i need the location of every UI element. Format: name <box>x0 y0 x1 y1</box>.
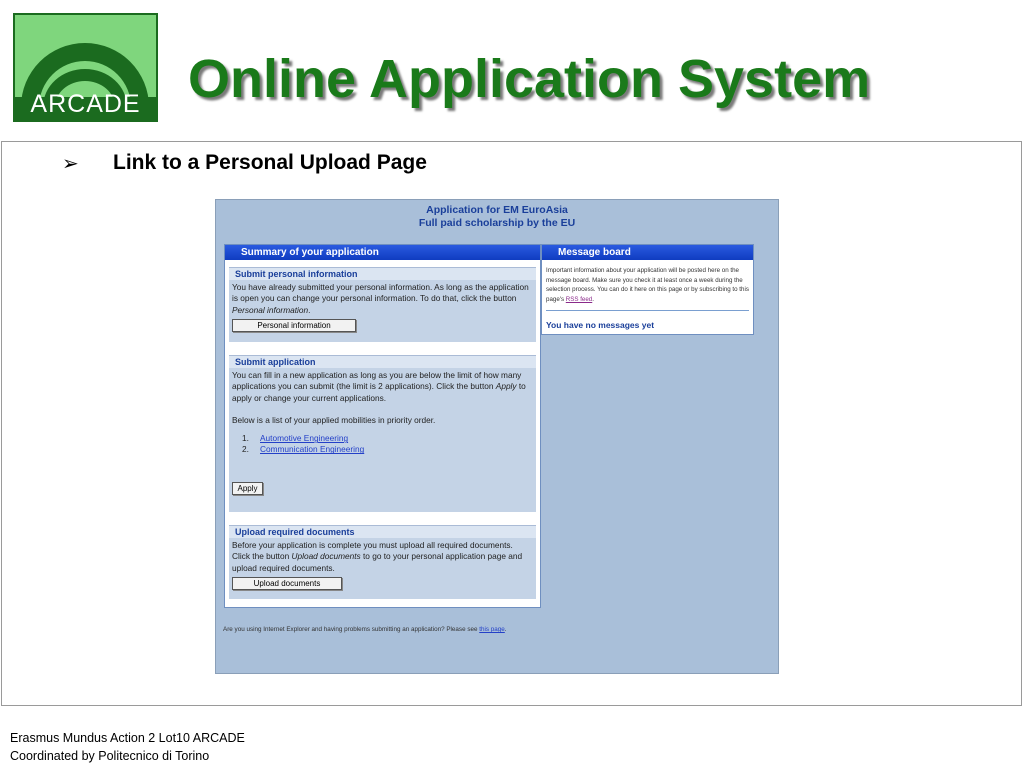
mobility-link-communication[interactable]: Communication Engineering <box>260 444 365 455</box>
slide-footer <box>10 729 245 765</box>
list-item: 1. Automotive Engineering <box>242 433 349 444</box>
ie-footnote: Are you using Internet Explorer and having problems submitting an application? Please see this page. <box>223 626 507 633</box>
apply-button[interactable]: Apply <box>232 482 263 495</box>
message-board-header: Message board <box>542 245 753 260</box>
no-messages-text: You have no messages yet <box>546 320 655 330</box>
slide-title: Online Application System <box>188 49 871 109</box>
message-board-divider <box>546 310 749 311</box>
application-screenshot <box>215 199 779 674</box>
message-board-info: Important information about your application will be posted here on the message board. Make sure you check it at least once a week during the selection process. You can do it here on this page or by subscribing to this page's RSS feed. <box>546 267 749 303</box>
footer-line1: Erasmus Mundus Action 2 Lot10 ARCADE <box>10 731 245 745</box>
personal-info-text: You have already submitted your personal information. As long as the application is open you can change your personal information. To do that, click the button Personal information. <box>232 282 529 315</box>
submit-application-body <box>229 368 536 497</box>
submit-application-section <box>229 355 536 512</box>
bullet-arrow-icon: ➢ <box>62 153 79 175</box>
upload-documents-header: Upload required documents <box>229 525 536 538</box>
footer-line2: Coordinated by Politecnico di Torino <box>10 749 210 763</box>
mobilities-list <box>242 433 533 456</box>
personal-information-button[interactable]: Personal information <box>232 319 356 332</box>
message-board-panel <box>541 244 754 335</box>
bullet-text: Link to a Personal Upload Page <box>113 151 427 174</box>
personal-info-header: Submit personal information <box>229 267 536 280</box>
arcade-logo <box>13 13 158 122</box>
list-item: 2. Communication Engineering <box>242 444 365 455</box>
app-title-line1: Application for EM EuroAsia <box>426 204 568 216</box>
submit-application-header: Submit application <box>229 355 536 368</box>
submit-application-text: You can fill in a new application as long as you are below the limit of how many applications you can submit (the limit is 2 applications). Click the button Apply to apply or change your current applications. <box>232 370 526 403</box>
summary-panel <box>224 244 541 608</box>
rss-feed-link[interactable]: RSS feed <box>565 295 593 303</box>
upload-documents-body <box>229 538 536 592</box>
app-title-line2: Full paid scholarship by the EU <box>418 217 576 229</box>
mobility-link-automotive[interactable]: Automotive Engineering <box>260 433 349 444</box>
upload-documents-button[interactable]: Upload documents <box>232 577 342 590</box>
personal-info-section <box>229 267 536 342</box>
personal-info-body <box>229 280 536 334</box>
app-title <box>216 204 778 230</box>
logo-text: ARCADE <box>30 90 141 118</box>
upload-documents-section <box>229 525 536 599</box>
upload-documents-text: Before your application is complete you must upload all required documents. Click the button Upload documents to go to your personal application page and upload required documents. <box>232 540 523 573</box>
summary-panel-header: Summary of your application <box>225 245 540 260</box>
this-page-link[interactable]: this page <box>479 626 505 633</box>
mobilities-intro: Below is a list of your applied mobilities in priority order. <box>232 414 436 425</box>
